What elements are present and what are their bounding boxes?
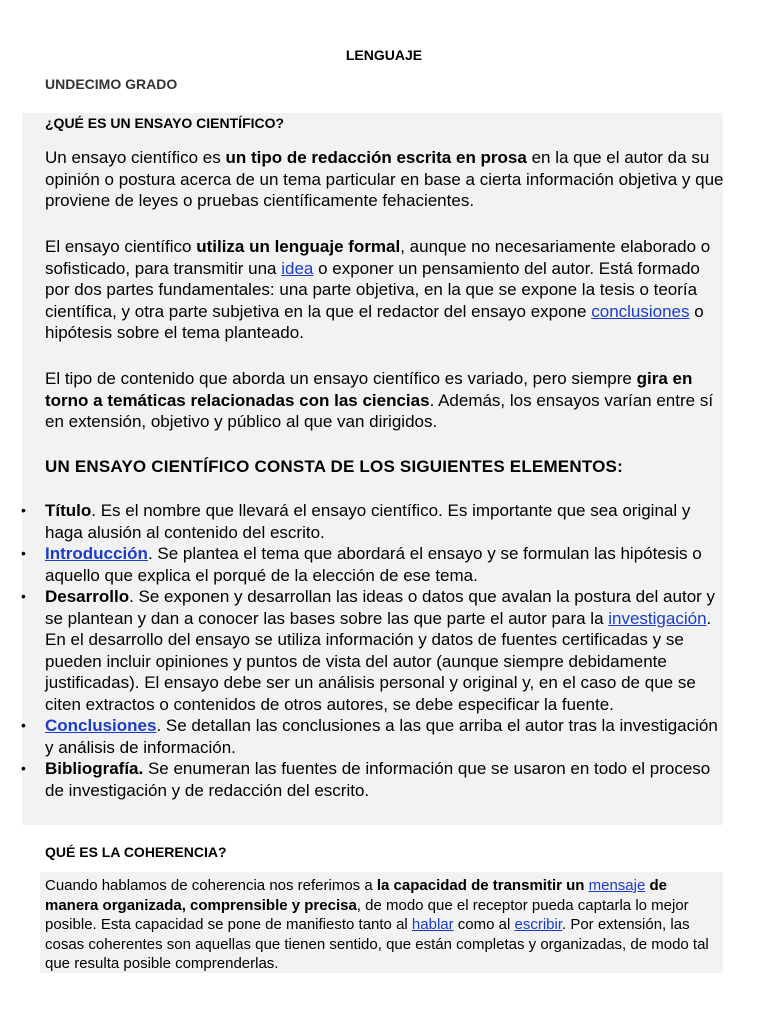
bullet-icon: • bbox=[21, 545, 26, 561]
bold-text: un tipo de redacción escrita en prosa bbox=[225, 148, 527, 167]
bold-text: de manera organizada, comprensible y precisa bbox=[45, 877, 667, 914]
item-label: Bibliografía. bbox=[45, 759, 144, 778]
list-item-titulo bbox=[21, 500, 725, 543]
bold-text: la capacidad de transmitir un bbox=[376, 877, 589, 894]
item-label: Desarrollo bbox=[45, 587, 130, 606]
bullet-icon: • bbox=[21, 760, 26, 776]
link-escribir[interactable]: escribir bbox=[514, 916, 562, 933]
item-text: . Se detallan las conclusiones a las que arriba el autor tras la investigación y análisis de información. bbox=[45, 716, 718, 757]
link-introduccion[interactable]: Introducción bbox=[45, 544, 148, 563]
text: . Además, los ensayos varían entre sí en extensión, objetivo y público al que van dirigidos. bbox=[45, 390, 714, 431]
list-item-desarrollo bbox=[21, 586, 725, 715]
bullet-icon: • bbox=[21, 717, 26, 733]
link-hablar[interactable]: hablar bbox=[411, 916, 454, 933]
link-conclusiones[interactable]: conclusiones bbox=[591, 301, 690, 321]
elements-list bbox=[21, 500, 725, 801]
text: El ensayo científico bbox=[45, 237, 197, 256]
bullet-icon: • bbox=[21, 502, 26, 518]
list-item-conclusiones bbox=[21, 715, 725, 758]
bullet-icon: • bbox=[21, 588, 26, 604]
link-investigacion[interactable]: investigación bbox=[608, 608, 707, 628]
paragraph-definition bbox=[45, 147, 725, 212]
text: Un ensayo científico es bbox=[45, 148, 226, 167]
section-heading-coherencia: QUÉ ES LA COHERENCIA? bbox=[45, 844, 227, 860]
paragraph-content-type bbox=[45, 368, 725, 433]
bold-text: gira en torno a temáticas relacionadas con las ciencias bbox=[45, 369, 693, 410]
text: , de modo que el receptor pueda captarla lo mejor posible. Esta capacidad se pone de manifiesto tanto al bbox=[45, 896, 689, 933]
section-heading-elementos: UN ENSAYO CIENTÍFICO CONSTA DE LOS SIGUIENTES ELEMENTOS: bbox=[45, 457, 623, 476]
item-text: . En el desarrollo del ensayo se utiliza información y datos de fuentes certificadas y se pueden incluir opiniones y puntos de vista del autor (aunque siempre debidamente justificadas). El ensayo debe ser un análisis personal y original y, en el caso de que se citen extractos o contenidos de otros autores, se debe especificar la fuente. bbox=[45, 608, 712, 714]
text: o hipótesis sobre el tema planteado. bbox=[45, 301, 704, 342]
bold-text: utiliza un lenguaje formal bbox=[196, 237, 401, 256]
section-heading-ensayo: ¿QUÉ ES UN ENSAYO CIENTÍFICO? bbox=[45, 115, 285, 131]
grade-label: UNDECIMO GRADO bbox=[45, 76, 178, 92]
item-text: . Se plantea el tema que abordará el ensayo y se formulan las hipótesis o aquello que explica el porqué de la elección de ese tema. bbox=[45, 544, 702, 585]
link-mensaje[interactable]: mensaje bbox=[588, 877, 646, 894]
text: . Por extensión, las cosas coherentes son aquellas que tienen sentido, que están completas y organizadas, de modo tal que resulta posible comprenderlas. bbox=[45, 916, 709, 972]
text: , aunque no necesariamente elaborado o sofisticado, para transmitir una bbox=[45, 237, 711, 278]
link-idea[interactable]: idea bbox=[281, 258, 314, 278]
list-item-bibliografia bbox=[21, 758, 725, 801]
text: Cuando hablamos de coherencia nos referimos a bbox=[45, 877, 377, 894]
item-label: Título bbox=[45, 501, 92, 520]
paragraph-formal-language bbox=[45, 236, 725, 344]
item-text: . Se exponen y desarrollan las ideas o datos que avalan la postura del autor y se plantean y dan a conocer las bases sobre las que parte el autor para la bbox=[45, 587, 716, 628]
item-text: Se enumeran las fuentes de información que se usaron en todo el proceso de investigación y de redacción del escrito. bbox=[45, 759, 711, 800]
text: en la que el autor da su opinión o postura acerca de un tema particular en base a cierta información objetiva y que proviene de leyes o pruebas científicamente fehacientes. bbox=[45, 148, 724, 210]
page-title: LENGUAJE bbox=[345, 47, 423, 63]
link-conclusiones-item[interactable]: Conclusiones bbox=[45, 716, 157, 735]
text: El tipo de contenido que aborda un ensayo científico es variado, pero siempre bbox=[45, 369, 637, 388]
text: o exponer un pensamiento del autor. Está formado por dos partes fundamentales: una parte objetiva, en la que se expone la tesis o teoría científica, y otra parte subjetiva en la que el redactor del ensayo expone bbox=[45, 258, 700, 321]
paragraph-coherencia bbox=[45, 876, 721, 974]
text: como al bbox=[453, 916, 515, 933]
list-item-introduccion bbox=[21, 543, 725, 586]
item-text: . Es el nombre que llevará el ensayo científico. Es importante que sea original y haga alusión al contenido del escrito. bbox=[45, 501, 691, 542]
